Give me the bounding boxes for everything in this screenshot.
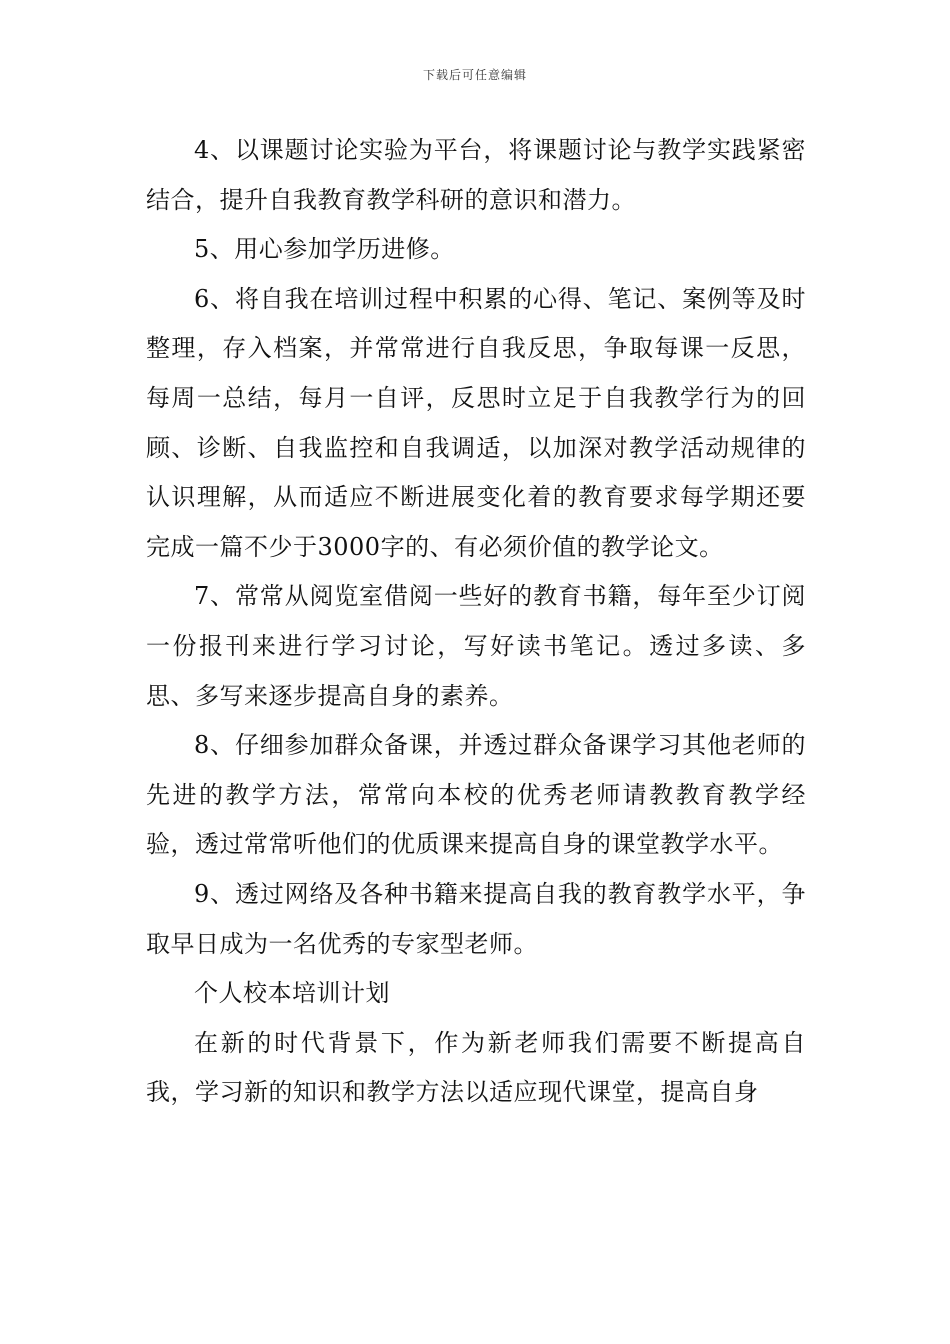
section-heading: 个人校本培训计划 xyxy=(194,979,390,1008)
paragraph-item-4: 4、以课题讨论实验为平台，将课题讨论与教学实践紧密结合，提升自我教育教学科研的意识和潜力。 xyxy=(146,136,806,214)
paragraph-item-6: 6、将自我在培训过程中积累的心得、笔记、案例等及时整理，存入档案，并常常进行自我反思，争取每课一反思，每周一总结，每月一自评，反思时立足于自我教学行为的回顾、诊断、自我监控和自我调适，以加深对教学活动规律的认识理解，从而适应不断进展变化着的教育要求每学期还要完成一篇不少于3000字的、有必须价值的教学论文。 xyxy=(146,284,806,561)
document-body xyxy=(146,126,806,1118)
paragraph-item-5: 5、用心参加学历进修。 xyxy=(194,235,455,264)
page-header-note: 下载后可任意编辑 xyxy=(422,68,527,82)
paragraph-item-7: 7、常常从阅览室借阅一些好的教育书籍，每年至少订阅一份报刊来进行学习讨论，写好读书笔记。透过多读、多思、多写来逐步提高自身的素养。 xyxy=(146,582,806,710)
paragraph-item-9: 9、透过网络及各种书籍来提高自我的教育教学水平，争取早日成为一名优秀的专家型老师。 xyxy=(146,879,806,958)
section-intro-paragraph: 在新的时代背景下，作为新老师我们需要不断提高自我，学习新的知识和教学方法以适应现代课堂，提高自身 xyxy=(146,1028,806,1107)
paragraph-item-8: 8、仔细参加群众备课，并透过群众备课学习其他老师的先进的教学方法，常常向本校的优秀老师请教教育教学经验，透过常常听他们的优质课来提高自身的课堂教学水平。 xyxy=(146,731,806,859)
